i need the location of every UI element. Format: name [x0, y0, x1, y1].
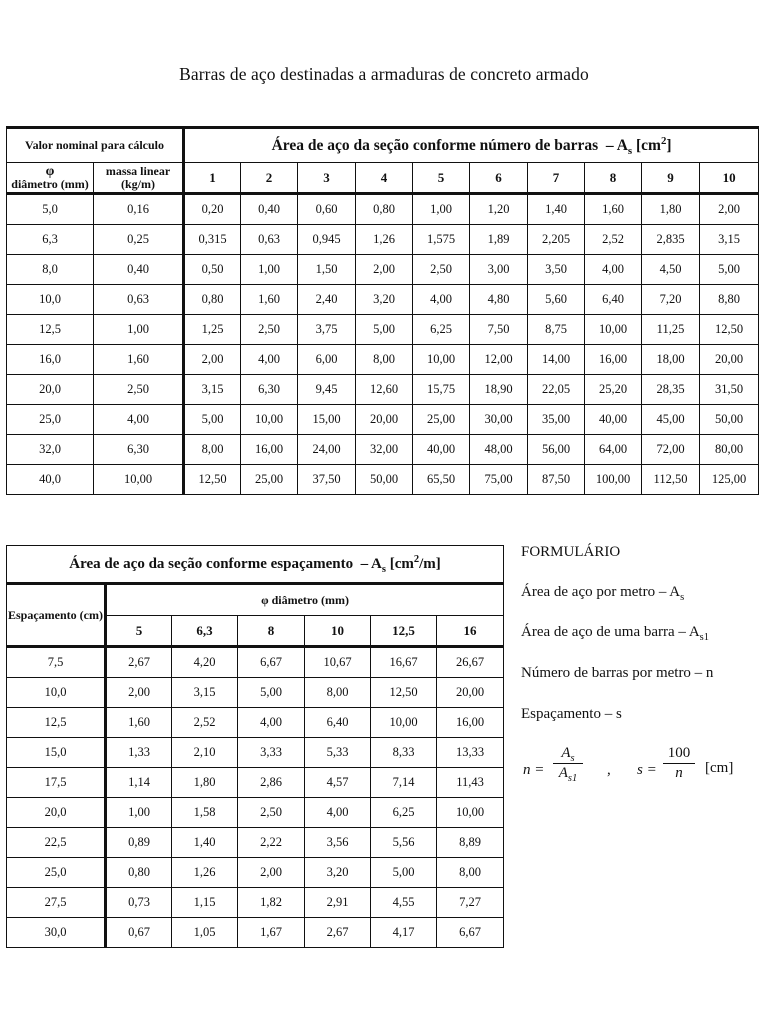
bar-count-header: 9 — [642, 163, 700, 194]
area-cell: 6,00 — [298, 345, 356, 375]
area-cell: 3,56 — [305, 828, 371, 858]
area-cell: 2,00 — [238, 858, 305, 888]
area-cell: 80,00 — [700, 435, 759, 465]
area-cell: 10,00 — [437, 798, 504, 828]
diameter-cell: 10,0 — [7, 285, 94, 315]
mass-cell: 2,50 — [94, 375, 184, 405]
area-cell: 26,67 — [437, 647, 504, 678]
area-cell: 1,80 — [172, 768, 238, 798]
diameter-header: 5 — [106, 616, 172, 647]
header-area-by-bar-count: Área de aço da seção conforme número de barras – $A_s$ $[cm^2]$ — [184, 128, 759, 163]
area-cell: 5,60 — [528, 285, 585, 315]
spacing-cell: 17,5 — [7, 768, 106, 798]
table-row — [7, 708, 504, 738]
area-cell: 2,00 — [184, 345, 241, 375]
area-cell: 112,50 — [642, 465, 700, 495]
diameter-cell: 8,0 — [7, 255, 94, 285]
mass-cell: 0,25 — [94, 225, 184, 255]
area-cell: 1,14 — [106, 768, 172, 798]
area-cell: 4,57 — [305, 768, 371, 798]
area-cell: 16,00 — [241, 435, 298, 465]
bar-count-header: 1 — [184, 163, 241, 194]
area-cell: 0,89 — [106, 828, 172, 858]
area-cell: 0,315 — [184, 225, 241, 255]
table-row — [7, 828, 504, 858]
area-cell: 50,00 — [356, 465, 413, 495]
spacing-cell: 27,5 — [7, 888, 106, 918]
phi-symbol: φ — [45, 163, 55, 179]
area-cell: 1,20 — [470, 194, 528, 225]
area-cell: 1,67 — [238, 918, 305, 948]
area-cell: 5,56 — [371, 828, 437, 858]
table-row — [7, 285, 759, 315]
area-cell: 2,10 — [172, 738, 238, 768]
header-diameter-mm: φ diâmetro (mm) — [106, 584, 504, 616]
area-cell: 75,00 — [470, 465, 528, 495]
diameter-header: 10 — [305, 616, 371, 647]
area-cell: 4,50 — [642, 255, 700, 285]
area-cell: 10,00 — [413, 345, 470, 375]
area-cell: 50,00 — [700, 405, 759, 435]
table-row — [7, 465, 759, 495]
area-cell: 14,00 — [528, 345, 585, 375]
area-cell: 4,80 — [470, 285, 528, 315]
area-cell: 0,73 — [106, 888, 172, 918]
area-cell: 30,00 — [470, 405, 528, 435]
area-cell: 7,27 — [437, 888, 504, 918]
area-cell: 0,80 — [106, 858, 172, 888]
equation-separator: , — [607, 762, 611, 778]
area-cell: 0,80 — [356, 194, 413, 225]
area-cell: 8,00 — [437, 858, 504, 888]
area-cell: 2,40 — [298, 285, 356, 315]
table-row — [7, 858, 504, 888]
area-cell: 12,00 — [470, 345, 528, 375]
spacing-cell: 30,0 — [7, 918, 106, 948]
area-cell: 25,00 — [241, 465, 298, 495]
area-cell: 125,00 — [700, 465, 759, 495]
diameter-cell: 5,0 — [7, 194, 94, 225]
formula-line-spacing: Espaçamento – s — [521, 706, 622, 722]
table-row — [7, 225, 759, 255]
mass-cell: 4,00 — [94, 405, 184, 435]
area-cell: 4,20 — [172, 647, 238, 678]
spacing-cell: 22,5 — [7, 828, 106, 858]
area-cell: 1,89 — [470, 225, 528, 255]
area-cell: 72,00 — [642, 435, 700, 465]
bar-count-header: 7 — [528, 163, 585, 194]
area-cell: 1,40 — [172, 828, 238, 858]
area-cell: 0,40 — [241, 194, 298, 225]
spacing-cell: 10,0 — [7, 678, 106, 708]
area-cell: 8,00 — [184, 435, 241, 465]
area-cell: 20,00 — [437, 678, 504, 708]
area-cell: 0,945 — [298, 225, 356, 255]
area-cell: 31,50 — [700, 375, 759, 405]
area-cell: 4,55 — [371, 888, 437, 918]
area-cell: 20,00 — [700, 345, 759, 375]
table-row — [7, 435, 759, 465]
header-spacing: Espaçamento (cm) — [7, 584, 106, 647]
area-cell: 2,67 — [305, 918, 371, 948]
area-cell: 12,50 — [371, 678, 437, 708]
table-row — [7, 768, 504, 798]
area-cell: 2,50 — [241, 315, 298, 345]
area-cell: 4,00 — [241, 345, 298, 375]
area-cell: 4,00 — [413, 285, 470, 315]
area-cell: 3,20 — [305, 858, 371, 888]
bar-count-header: 10 — [700, 163, 759, 194]
area-cell: 5,00 — [700, 255, 759, 285]
area-cell: 1,05 — [172, 918, 238, 948]
mass-cell: 6,30 — [94, 435, 184, 465]
diameter-cell: 40,0 — [7, 465, 94, 495]
area-cell: 40,00 — [413, 435, 470, 465]
spacing-cell: 15,0 — [7, 738, 106, 768]
area-cell: 2,67 — [106, 647, 172, 678]
area-cell: 4,00 — [238, 708, 305, 738]
diameter-header: 12,5 — [371, 616, 437, 647]
area-cell: 1,82 — [238, 888, 305, 918]
area-cell: 1,26 — [356, 225, 413, 255]
area-cell: 1,50 — [298, 255, 356, 285]
area-cell: 3,20 — [356, 285, 413, 315]
table-row — [7, 678, 504, 708]
area-cell: 0,60 — [298, 194, 356, 225]
area-cell: 4,00 — [305, 798, 371, 828]
header-linear-mass: massa linear (kg/m) — [94, 163, 184, 194]
area-cell: 8,75 — [528, 315, 585, 345]
area-cell: 0,80 — [184, 285, 241, 315]
formula-line-bars-per-meter: Número de barras por metro – n — [521, 665, 714, 681]
area-cell: 1,00 — [106, 798, 172, 828]
area-cell: 25,20 — [585, 375, 642, 405]
area-cell: 2,50 — [238, 798, 305, 828]
area-cell: 37,50 — [298, 465, 356, 495]
area-cell: 2,50 — [413, 255, 470, 285]
area-cell: 16,67 — [371, 647, 437, 678]
area-cell: 1,25 — [184, 315, 241, 345]
area-cell: 5,00 — [371, 858, 437, 888]
area-cell: 11,43 — [437, 768, 504, 798]
formula-line-area-one-bar: Área de aço de uma barra – $A_{s1}$ — [521, 624, 710, 643]
area-cell: 3,15 — [700, 225, 759, 255]
area-cell: 8,00 — [305, 678, 371, 708]
spacing-cell: 25,0 — [7, 858, 106, 888]
area-cell: 1,33 — [106, 738, 172, 768]
area-cell: 7,50 — [470, 315, 528, 345]
area-cell: 87,50 — [528, 465, 585, 495]
area-cell: 1,80 — [642, 194, 700, 225]
area-cell: 8,00 — [356, 345, 413, 375]
area-cell: 5,00 — [238, 678, 305, 708]
area-cell: 2,00 — [106, 678, 172, 708]
area-cell: 0,67 — [106, 918, 172, 948]
area-cell: 18,90 — [470, 375, 528, 405]
area-cell: 2,52 — [585, 225, 642, 255]
table-row — [7, 375, 759, 405]
area-cell: 7,14 — [371, 768, 437, 798]
area-cell: 13,33 — [437, 738, 504, 768]
equation-n-lhs: n = — [523, 762, 545, 778]
diameter-cell: 25,0 — [7, 405, 94, 435]
bar-count-header: 5 — [413, 163, 470, 194]
area-cell: 6,25 — [413, 315, 470, 345]
area-cell: 6,67 — [238, 647, 305, 678]
area-cell: 2,22 — [238, 828, 305, 858]
area-cell: 64,00 — [585, 435, 642, 465]
spacing-cell: 7,5 — [7, 647, 106, 678]
area-cell: 22,05 — [528, 375, 585, 405]
equation-unit: [cm] — [705, 760, 734, 776]
area-cell: 3,50 — [528, 255, 585, 285]
table-row — [7, 315, 759, 345]
area-cell: 8,33 — [371, 738, 437, 768]
area-cell: 1,575 — [413, 225, 470, 255]
mass-cell: 1,00 — [94, 315, 184, 345]
area-cell: 20,00 — [356, 405, 413, 435]
area-cell: 1,60 — [241, 285, 298, 315]
area-cell: 10,67 — [305, 647, 371, 678]
diameter-cell: 6,3 — [7, 225, 94, 255]
area-cell: 2,835 — [642, 225, 700, 255]
area-cell: 100,00 — [585, 465, 642, 495]
area-cell: 3,00 — [470, 255, 528, 285]
area-cell: 45,00 — [642, 405, 700, 435]
area-cell: 32,00 — [356, 435, 413, 465]
formulario-heading: FORMULÁRIO — [521, 544, 621, 560]
area-cell: 1,60 — [585, 194, 642, 225]
area-cell: 10,00 — [585, 315, 642, 345]
diameter-header: 6,3 — [172, 616, 238, 647]
mass-cell: 0,16 — [94, 194, 184, 225]
area-cell: 2,52 — [172, 708, 238, 738]
bars-table — [6, 126, 759, 495]
area-cell: 11,25 — [642, 315, 700, 345]
area-cell: 2,205 — [528, 225, 585, 255]
area-cell: 8,89 — [437, 828, 504, 858]
area-cell: 3,33 — [238, 738, 305, 768]
area-cell: 12,60 — [356, 375, 413, 405]
area-cell: 1,26 — [172, 858, 238, 888]
area-cell: 8,80 — [700, 285, 759, 315]
area-cell: 0,63 — [241, 225, 298, 255]
area-cell: 28,35 — [642, 375, 700, 405]
area-cell: 18,00 — [642, 345, 700, 375]
area-cell: 1,00 — [413, 194, 470, 225]
mass-cell: 0,63 — [94, 285, 184, 315]
table-row — [7, 918, 504, 948]
area-cell: 16,00 — [585, 345, 642, 375]
area-cell: 0,50 — [184, 255, 241, 285]
formula-line-area-per-meter: Área de aço por metro – $A_s$ — [521, 584, 685, 603]
spacing-cell: 20,0 — [7, 798, 106, 828]
header-area-by-spacing: Área de aço da seção conforme espaçamento – $A_s$ $[cm^2/m]$ — [7, 546, 504, 584]
area-cell: 1,15 — [172, 888, 238, 918]
area-cell: 5,33 — [305, 738, 371, 768]
area-cell: 9,45 — [298, 375, 356, 405]
area-cell: 2,86 — [238, 768, 305, 798]
area-cell: 6,67 — [437, 918, 504, 948]
table-row — [7, 647, 504, 678]
area-cell: 1,60 — [106, 708, 172, 738]
bar-count-header: 8 — [585, 163, 642, 194]
area-cell: 6,30 — [241, 375, 298, 405]
area-cell: 5,00 — [184, 405, 241, 435]
area-cell: 3,15 — [172, 678, 238, 708]
spacing-cell: 12,5 — [7, 708, 106, 738]
table-row — [7, 888, 504, 918]
area-cell: 6,25 — [371, 798, 437, 828]
table-row — [7, 345, 759, 375]
area-cell: 15,00 — [298, 405, 356, 435]
area-cell: 16,00 — [437, 708, 504, 738]
table-row — [7, 255, 759, 285]
area-cell: 15,75 — [413, 375, 470, 405]
diameter-header: 16 — [437, 616, 504, 647]
area-cell: 12,50 — [184, 465, 241, 495]
area-cell: 3,15 — [184, 375, 241, 405]
area-cell: 2,00 — [356, 255, 413, 285]
diameter-cell: 12,5 — [7, 315, 94, 345]
area-cell: 48,00 — [470, 435, 528, 465]
bar-count-header: 2 — [241, 163, 298, 194]
area-cell: 10,00 — [241, 405, 298, 435]
area-cell: 2,91 — [305, 888, 371, 918]
equation-s-lhs: s = — [637, 762, 657, 778]
area-cell: 1,58 — [172, 798, 238, 828]
diameter-cell: 32,0 — [7, 435, 94, 465]
diameter-cell: 20,0 — [7, 375, 94, 405]
bar-count-header: 4 — [356, 163, 413, 194]
bar-count-header: 3 — [298, 163, 356, 194]
spacing-table — [6, 545, 504, 948]
area-cell: 35,00 — [528, 405, 585, 435]
area-cell: 4,00 — [585, 255, 642, 285]
area-cell: 6,40 — [585, 285, 642, 315]
table-row — [7, 738, 504, 768]
area-cell: 5,00 — [356, 315, 413, 345]
area-cell: 3,75 — [298, 315, 356, 345]
header-diameter: φ diâmetro (mm) — [7, 163, 94, 194]
mass-cell: 1,60 — [94, 345, 184, 375]
bar-count-header: 6 — [470, 163, 528, 194]
equation-n-fraction: $A_s$ $A_{s1}$ — [553, 745, 583, 782]
header-nominal-value: Valor nominal para cálculo — [7, 128, 184, 163]
table-row — [7, 798, 504, 828]
area-cell: 40,00 — [585, 405, 642, 435]
area-cell: 65,50 — [413, 465, 470, 495]
equation-s-fraction: 100 n — [663, 745, 695, 782]
area-cell: 4,17 — [371, 918, 437, 948]
area-cell: 2,00 — [700, 194, 759, 225]
page-title: Barras de aço destinadas a armaduras de concreto armado — [179, 64, 589, 84]
area-cell: 0,20 — [184, 194, 241, 225]
area-cell: 25,00 — [413, 405, 470, 435]
area-cell: 1,00 — [241, 255, 298, 285]
area-cell: 6,40 — [305, 708, 371, 738]
area-cell: 10,00 — [371, 708, 437, 738]
mass-cell: 0,40 — [94, 255, 184, 285]
area-cell: 12,50 — [700, 315, 759, 345]
area-cell: 24,00 — [298, 435, 356, 465]
area-cell: 1,40 — [528, 194, 585, 225]
diameter-cell: 16,0 — [7, 345, 94, 375]
mass-cell: 10,00 — [94, 465, 184, 495]
table-row — [7, 194, 759, 225]
area-cell: 7,20 — [642, 285, 700, 315]
table-row — [7, 405, 759, 435]
diameter-header: 8 — [238, 616, 305, 647]
area-cell: 56,00 — [528, 435, 585, 465]
